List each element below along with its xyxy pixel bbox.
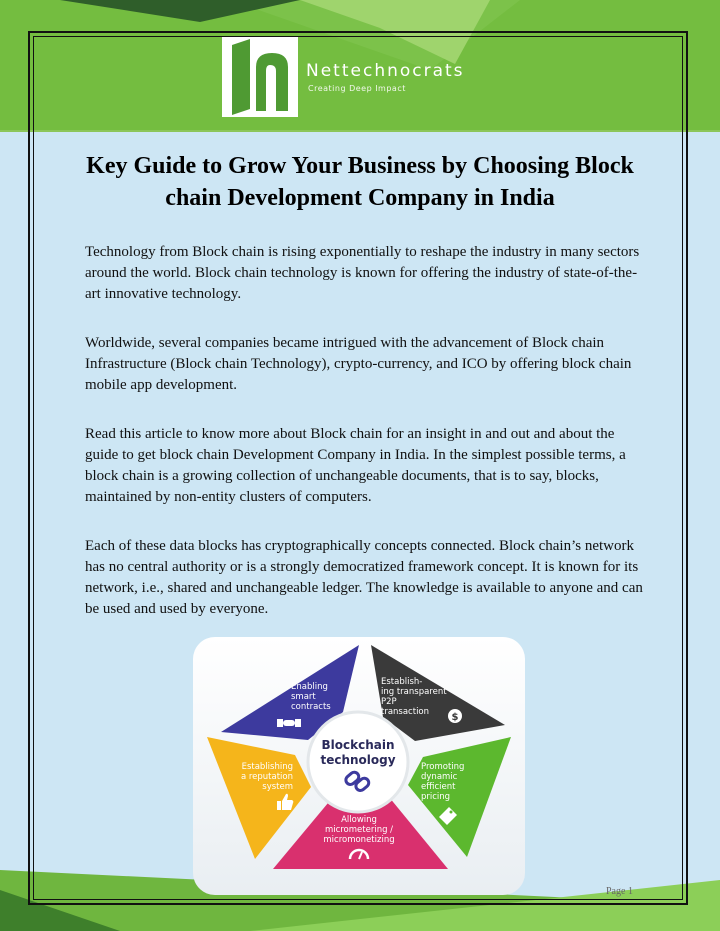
article-paragraph-2: Worldwide, several companies became intrigued with the advancement of Block chain Infrastructure (Block chain Technology), crypto-currency, and ICO by offering block chain mobile app development. [85, 335, 632, 393]
logo-mark-icon [222, 37, 298, 117]
brand-tagline: Creating Deep Impact [308, 84, 406, 93]
pricing-line2: dynamic [421, 772, 458, 782]
article-title: Key Guide to Grow Your Business by Choosing Block chain Development Company in India [86, 153, 634, 211]
p2p-line3: P2P [381, 697, 397, 707]
reputation-line2: a reputation [240, 772, 293, 782]
p2p-line1: Establish- [381, 677, 423, 687]
smart-contracts-line1: Enabling [291, 682, 328, 692]
brand-name: Nettechnocrats [306, 61, 465, 81]
reputation-line3: system [262, 782, 293, 792]
svg-text:$: $ [451, 712, 459, 723]
micrometering-line1: Allowing [341, 815, 377, 825]
brand-logo [222, 37, 522, 117]
p2p-line4: transaction [381, 707, 430, 717]
micrometering-line3: micromonetizing [323, 835, 395, 845]
article-paragraph-4: Each of these data blocks has cryptographically concepts connected. Block chain’s network has no central authority or is a strongly democratized framework concept. It is known for its network, i.e., shared and unchangeable ledger. The knowledge is available to anyone and can be used and used by everyone. [85, 538, 643, 617]
pricing-line1: Promoting [421, 762, 465, 772]
handshake-icon [277, 719, 301, 727]
reputation-line1: Establishing [241, 762, 293, 772]
smart-contracts-line2: smart [291, 692, 316, 702]
p2p-line2: ing transparent [381, 687, 447, 697]
blockchain-infographic [193, 637, 525, 895]
smart-contracts-line3: contracts [291, 702, 331, 712]
page-number: Page 1 [606, 886, 633, 897]
center-label-line2: technology [320, 753, 396, 767]
article-paragraph-1: Technology from Block chain is rising exponentially to reshape the industry in many sectors around the world. Block chain technology is known for offering the industry of state-of-the-art innovative technology. [85, 244, 640, 302]
article-paragraph-3: Read this article to know more about Block chain for an insight in and out and about the guide to get block chain Development Company in India. In the simplest possible terms, a block chain is a growing collection of unchangeable documents, that is to say, blocks, maintained by non-entity clusters of computers. [85, 426, 626, 505]
money-transfer-icon [448, 709, 462, 723]
micrometering-line2: micrometering / [324, 825, 394, 835]
pricing-line3: efficient [421, 782, 456, 792]
center-label-line1: Blockchain [321, 738, 395, 752]
pricing-line4: pricing [421, 792, 451, 802]
